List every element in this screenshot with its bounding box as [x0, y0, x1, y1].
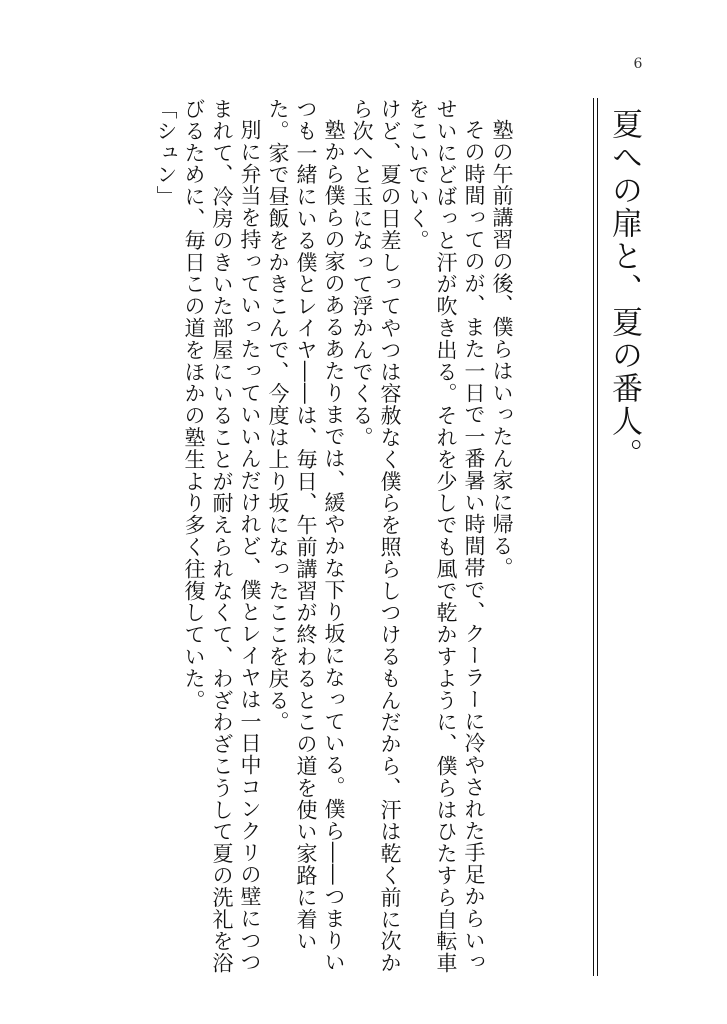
paragraph: 別に弁当を持っていったっていいんだけれど、僕とレイヤは一日中コンクリの壁につつまれて、冷房のきいた部屋にいることが耐えられなくて、わざわざこうして夏の洗礼を浴びるために、毎日この道をほかの塾生より多く往復していた。	[182, 98, 262, 974]
paragraph: 「シュン」	[154, 98, 178, 208]
page-number: 6	[633, 56, 643, 72]
paragraph: その時間ってのが、また一日で一番暑い時間帯で、クーラーに冷やされた手足からいっせいにどばっと汗が吹き出る。それを少しでも風で乾かすように、僕らはひたすら自転車をこいでいく。	[406, 98, 486, 974]
title-rule-outer	[593, 98, 594, 976]
title-rule-inner	[597, 98, 598, 976]
paragraph: 塾から僕らの家のあるあたりまでは、緩やかな下り坂になっている。僕ら――つまりいつも一緒にいる僕とレイヤ――は、毎日、午前講習が終わるとこの道を使い家路に着いた。家で昼飯をかきこんで、今度は上り坂になったここを戻る。	[266, 98, 346, 974]
paragraph: 塾の午前講習の後、僕らはいったん家に帰る。	[490, 119, 514, 579]
body-text	[120, 98, 516, 978]
chapter-title: 夏への扉と、夏の番人。	[606, 108, 642, 471]
paragraph: けど、夏の日差しってやつは容赦なく僕らを照らしつけるもんだから、汗は乾く前に次から次へと玉になって浮かんでくる。	[350, 98, 402, 974]
